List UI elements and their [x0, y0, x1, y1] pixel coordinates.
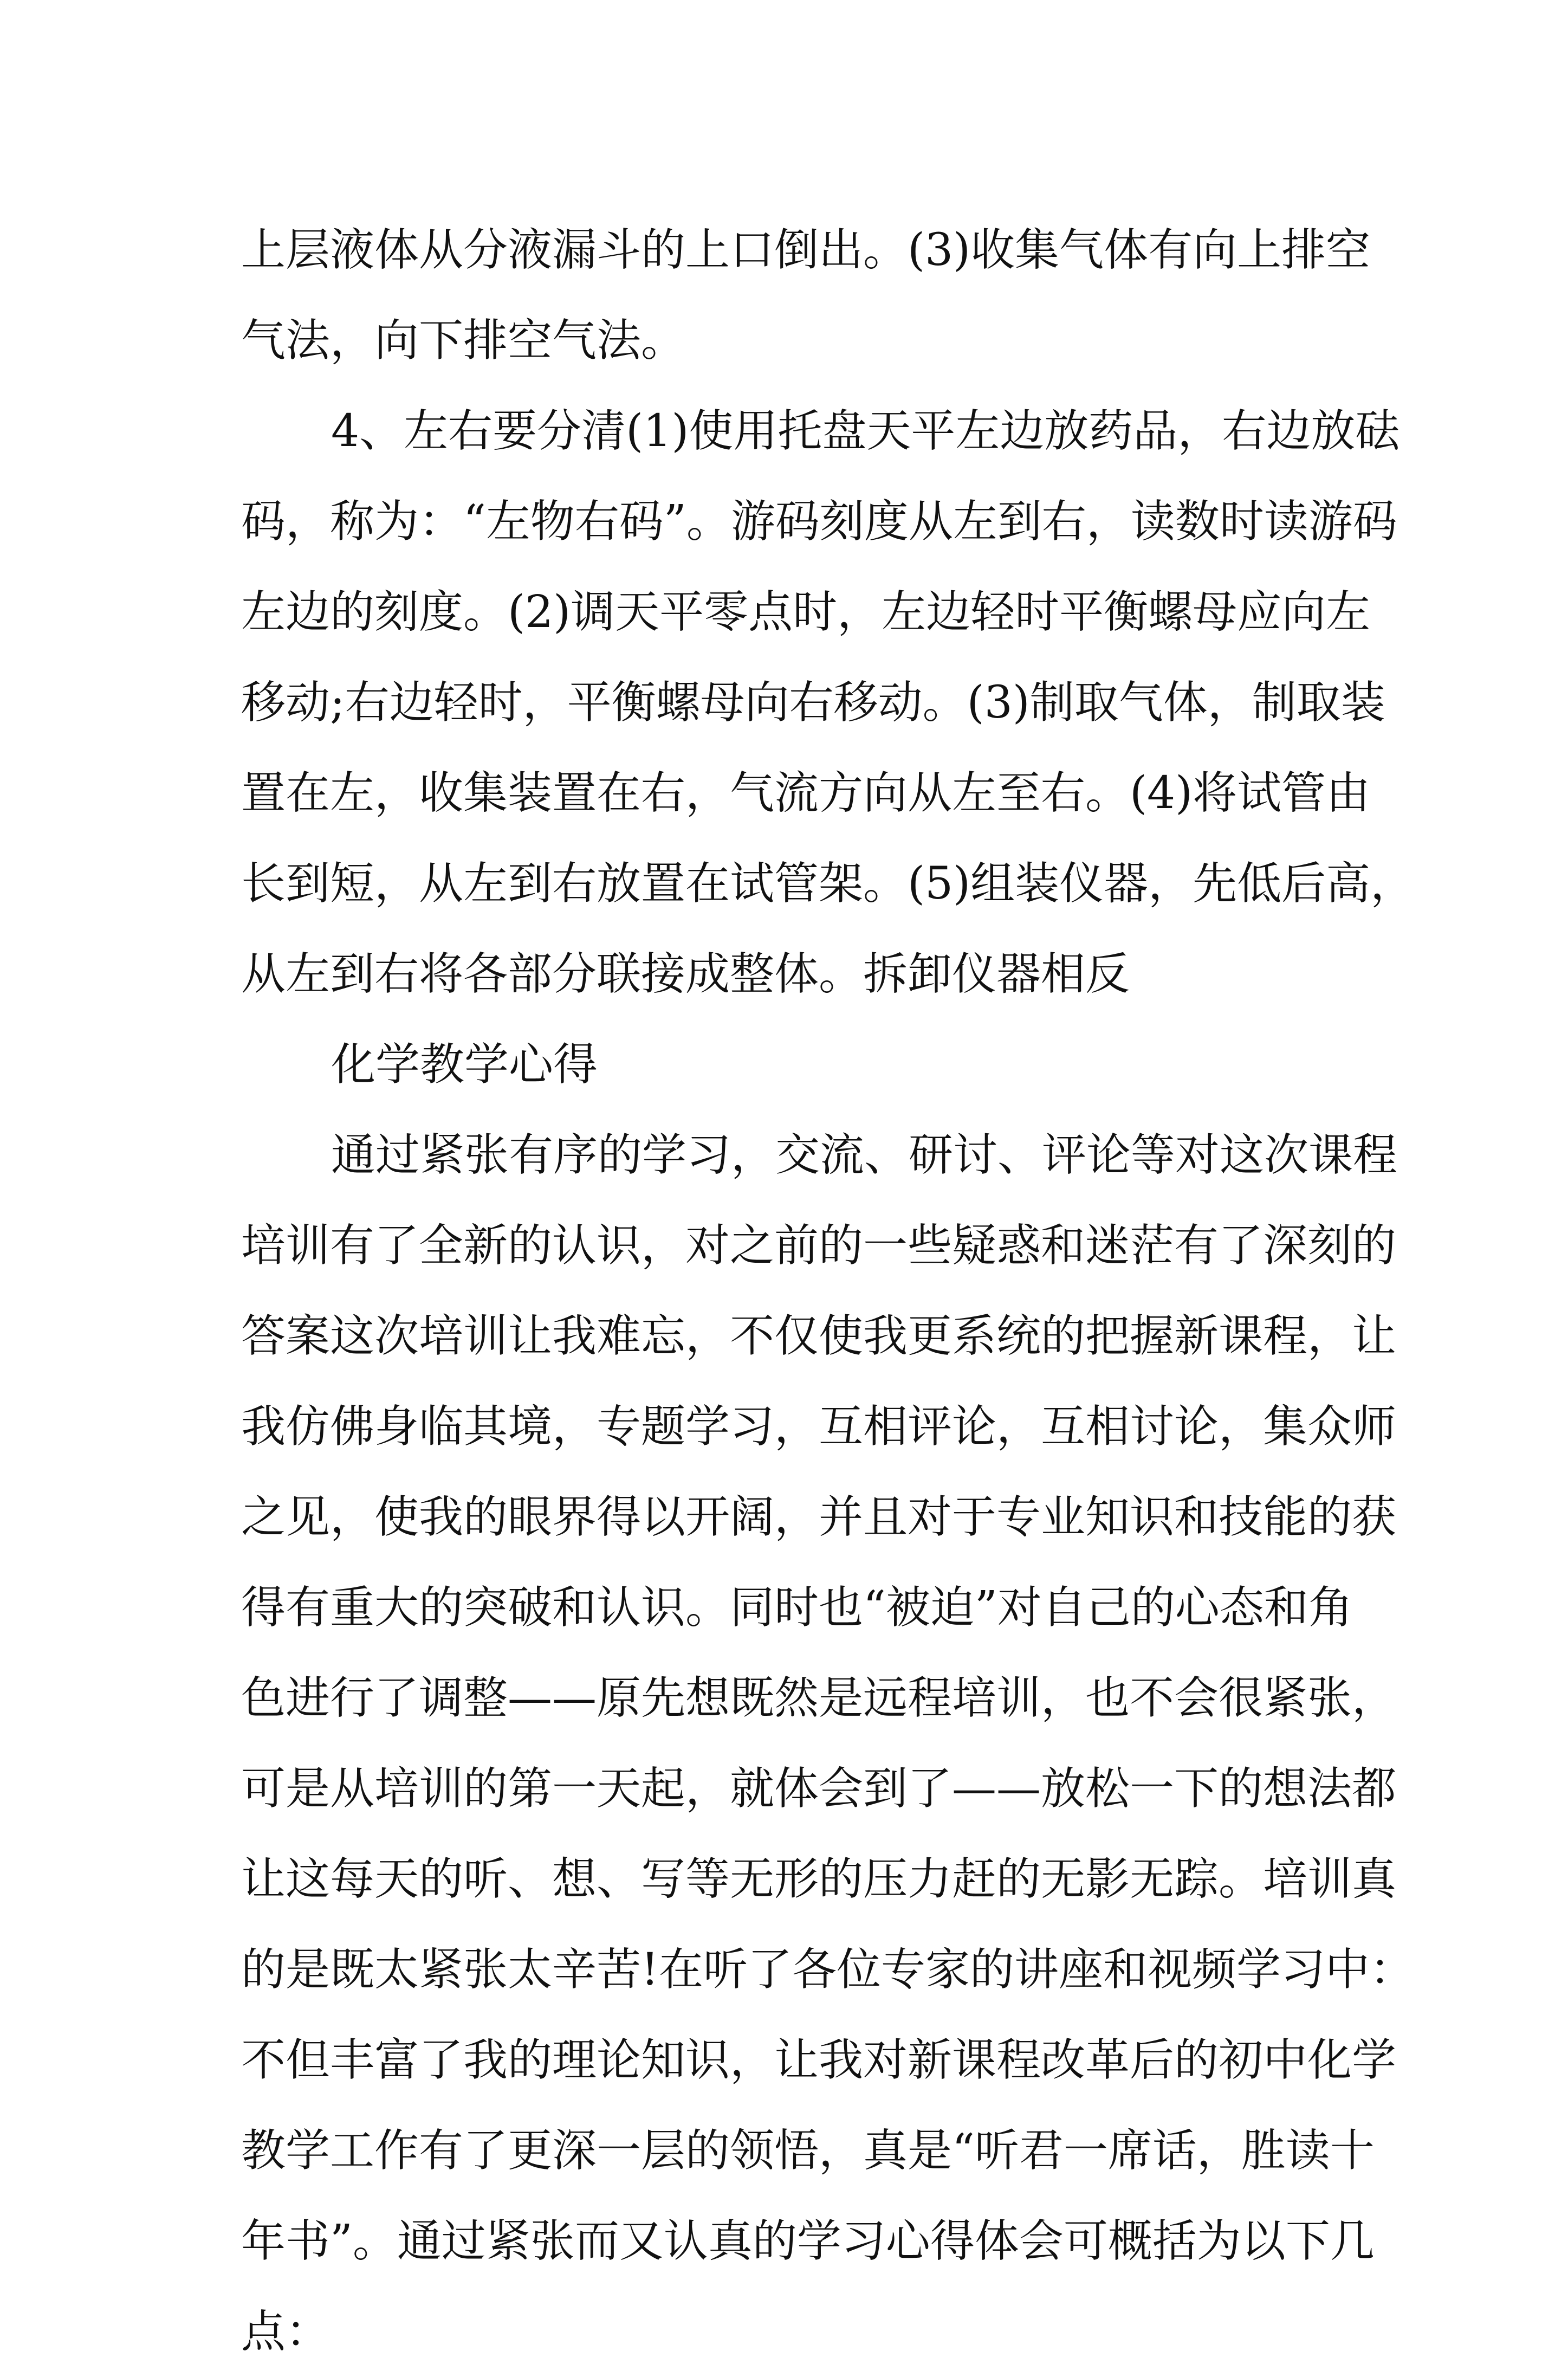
text-line: 点： [241, 2306, 331, 2357]
text-line: 教学工作有了更深一层的领悟，真是“听君一席话，胜读十 [241, 2125, 1375, 2176]
text-line: 答案这次培训让我难忘，不仅使我更系统的把握新课程，让 [241, 1310, 1397, 1362]
text-line: 置在左，收集装置在右，气流方向从左至右。(4)将试管由 [241, 767, 1371, 819]
text-line: 的是既太紧张太辛苦!在听了各位专家的讲座和视频学习中： [241, 1944, 1414, 1995]
text-line: 4、左右要分清(1)使用托盘天平左边放药品，右边放砝 [331, 405, 1400, 457]
text-line: 我仿佛身临其境，专题学习，互相评论，互相讨论，集众师 [241, 1401, 1397, 1452]
text-line: 长到短，从左到右放置在试管架。(5)组装仪器，先低后高， [241, 858, 1415, 909]
text-line: 左边的刻度。(2)调天平零点时，左边轻时平衡螺母应向左 [241, 586, 1371, 638]
text-line: 从左到右将各部分联接成整体。拆卸仪器相反 [241, 948, 1130, 1000]
text-line: 码，称为：“左物右码”。游码刻度从左到右，读数时读游码 [241, 496, 1397, 547]
text-line: 之见，使我的眼界得以开阔，并且对于专业知识和技能的获 [241, 1491, 1397, 1543]
text-line: 不但丰富了我的理论知识，让我对新课程改革后的初中化学 [241, 2034, 1397, 2086]
text-line: 色进行了调整——原先想既然是远程培训，也不会很紧张， [241, 1672, 1397, 1724]
text-line: 气法，向下排空气法。 [241, 315, 686, 366]
text-line: 培训有了全新的认识，对之前的一些疑惑和迷茫有了深刻的 [241, 1220, 1397, 1271]
section-heading: 化学教学心得 [331, 1039, 598, 1090]
text-line: 通过紧张有序的学习，交流、研讨、评论等对这次课程 [331, 1129, 1398, 1181]
text-line: 上层液体从分液漏斗的上口倒出。(3)收集气体有向上排空 [241, 224, 1371, 276]
text-line: 得有重大的突破和认识。同时也“被迫”对自己的心态和角 [241, 1582, 1353, 1633]
text-line: 让这每天的听、想、写等无形的压力赶的无影无踪。培训真 [241, 1853, 1397, 1905]
text-line: 移动;右边轻时，平衡螺母向右移动。(3)制取气体，制取装 [241, 677, 1385, 728]
document-body [241, 205, 1415, 2377]
text-line: 年书”。通过紧张而又认真的学习心得体会可概括为以下几 [241, 2215, 1375, 2267]
text-line: 可是从培训的第一天起，就体会到了——放松一下的想法都 [241, 1763, 1397, 1814]
